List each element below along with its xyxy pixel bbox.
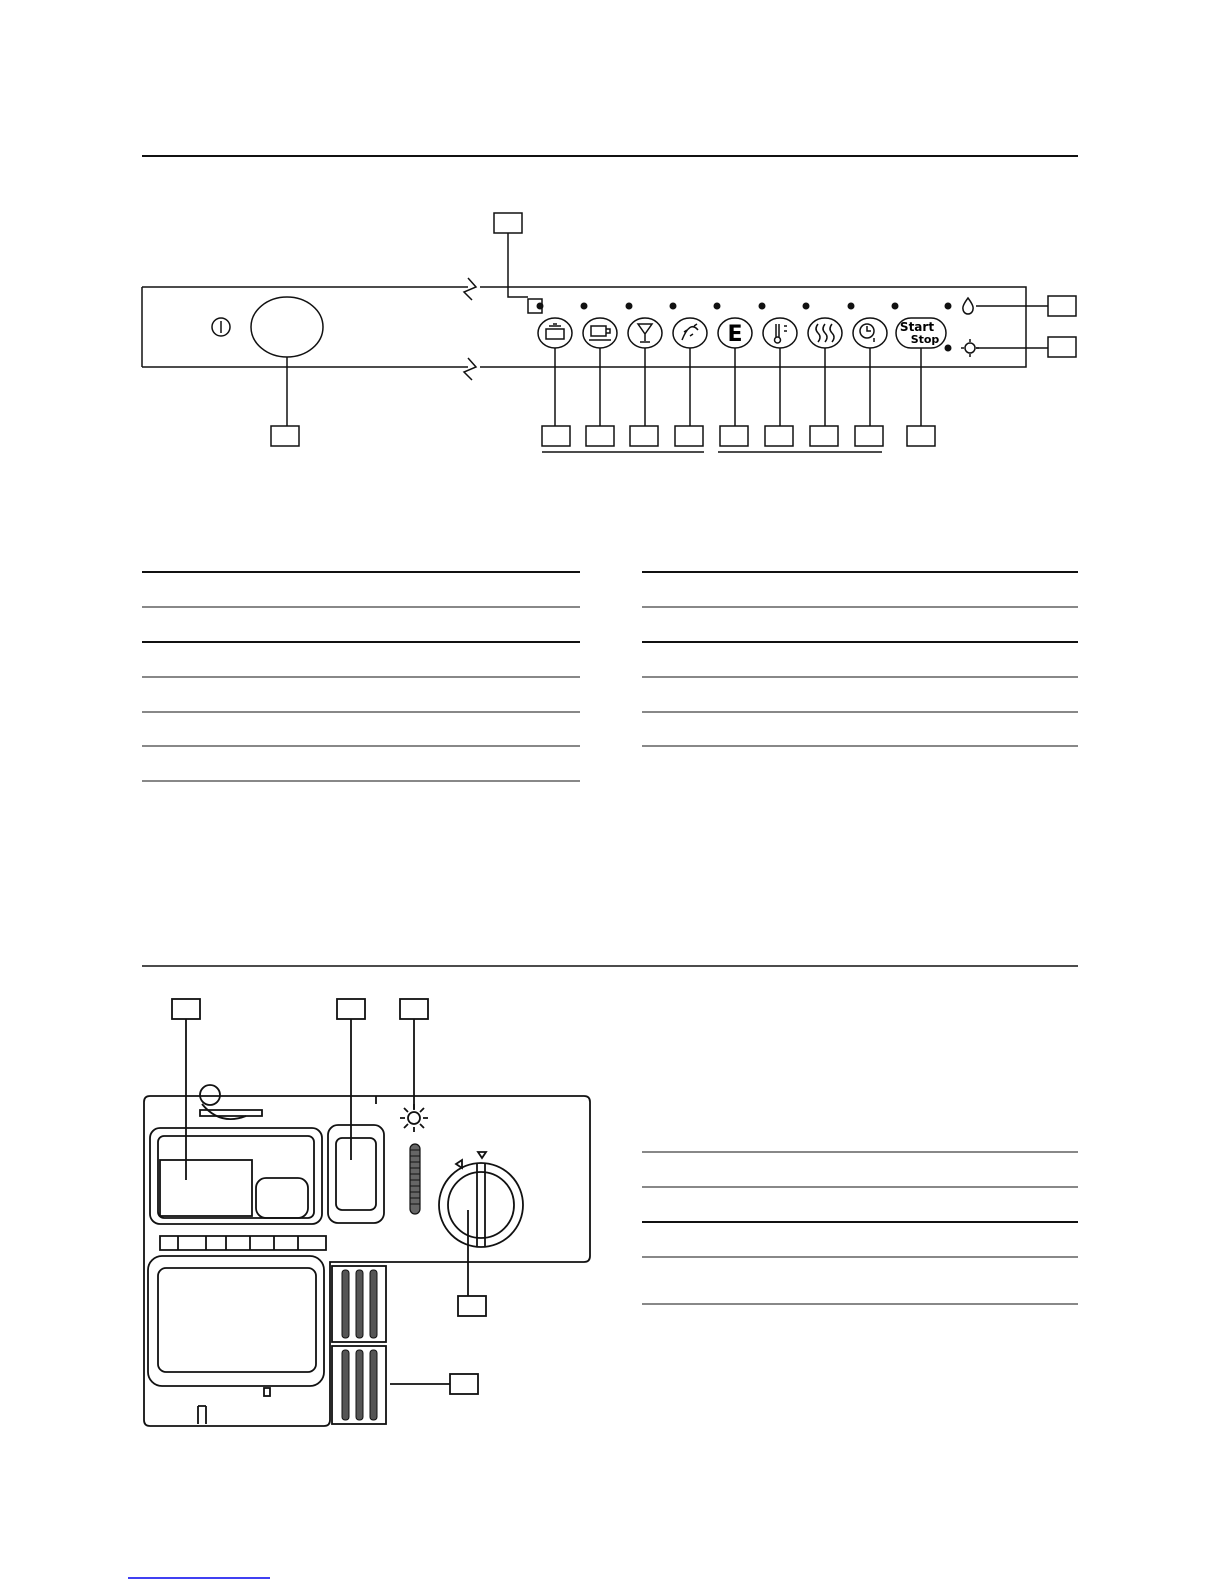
rinse-aid-dial [439, 1163, 523, 1247]
delay-timer-icon[interactable] [853, 318, 887, 426]
salt-icon [961, 339, 979, 357]
button-callouts [542, 426, 935, 446]
glass-icon[interactable] [628, 318, 662, 426]
callout-box [172, 999, 200, 1019]
callout-box [271, 426, 299, 446]
callout-box [1048, 296, 1076, 316]
pot-icon[interactable] [538, 318, 572, 426]
selector-knob [251, 297, 323, 357]
start-label: Start [899, 320, 935, 334]
stop-label: Stop [910, 333, 940, 346]
level-indicator-icon [400, 1104, 428, 1132]
indicator-leds [537, 303, 952, 352]
cup-icon[interactable] [583, 318, 617, 426]
description-table-left [142, 572, 580, 781]
description-table-right [642, 572, 1078, 746]
rinse-icon[interactable] [673, 318, 707, 426]
callout-box [337, 999, 365, 1019]
callout-box [450, 1374, 478, 1394]
callout-box [1048, 337, 1076, 357]
temperature-icon[interactable] [763, 318, 797, 426]
steam-icon[interactable] [808, 318, 842, 426]
e-button-label: E [727, 322, 743, 347]
detergent-dispenser-diagram [144, 999, 590, 1426]
callout-box [494, 213, 522, 233]
sight-glass [410, 1144, 420, 1214]
rinse-aid-drop-icon [963, 298, 973, 314]
callout-box [458, 1296, 486, 1316]
dispenser-grille [342, 1270, 377, 1420]
callout-box [400, 999, 428, 1019]
dispenser-table [642, 1152, 1078, 1304]
